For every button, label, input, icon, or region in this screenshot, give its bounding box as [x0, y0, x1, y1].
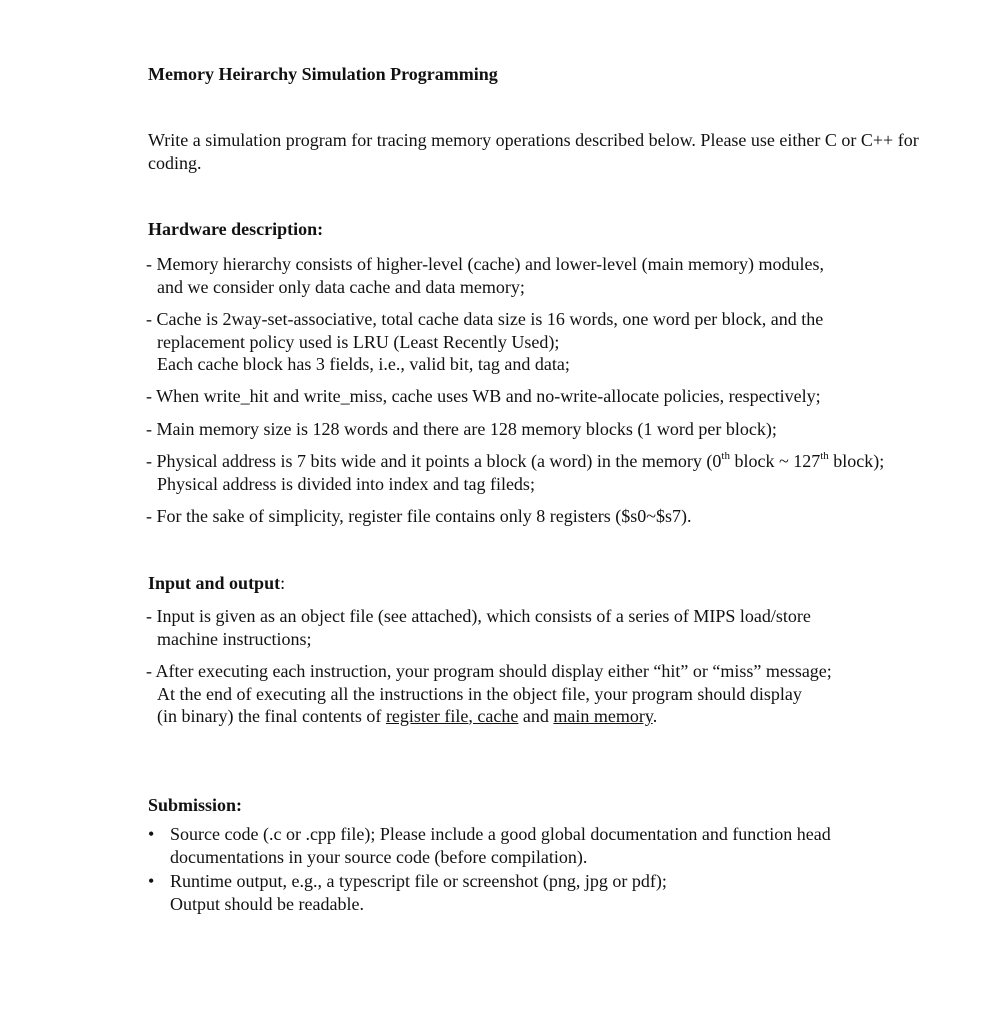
submission-item-2-text: [170, 870, 667, 915]
hardware-heading: Hardware description:: [148, 219, 324, 239]
hardware-item-6-line-1: - For the sake of simplicity, register file contains only 8 registers ($s0~$s7).: [146, 506, 692, 526]
hardware-item-4: [146, 418, 777, 441]
io-item-2-line-3: [146, 705, 832, 728]
hardware-item-3-line-1: - When write_hit and write_miss, cache uses WB and no-write-allocate policies, respectively;: [146, 386, 821, 406]
hardware-item-2-line-2: replacement policy used is LRU (Least Recently Used);: [157, 331, 560, 352]
submission-item-1-line-2: documentations in your source code (before compilation).: [170, 846, 588, 867]
io-heading-colon: :: [280, 573, 286, 593]
io-item-2-line-1: - After executing each instruction, your program should display either “hit” or “miss” message;: [146, 661, 832, 681]
hardware-item-5-line-2: Physical address is divided into index and tag fileds;: [157, 473, 535, 494]
bullet-icon: •: [148, 824, 155, 844]
submission-heading: Submission:: [148, 795, 243, 815]
main-memory-term: main memory: [553, 706, 653, 726]
bullet-icon: •: [148, 871, 155, 891]
hardware-item-2-line-1: - Cache is 2way-set-associative, total cache data size is 16 words, one word per block, and the: [146, 309, 824, 329]
term-separator-1: ,: [468, 706, 478, 726]
intro-paragraph: Write a simulation program for tracing memory operations described below. Please use either C or C++ for coding.: [148, 130, 919, 173]
io-item-1: [146, 605, 811, 650]
hardware-item-2: [146, 308, 823, 376]
io-heading: [148, 573, 285, 594]
io-item-1-line-1: - Input is given as an object file (see attached), which consists of a series of MIPS load/store: [146, 606, 811, 626]
address-text-b: block ~ 127: [729, 451, 821, 471]
hardware-item-4-line-1: - Main memory size is 128 words and there are 128 memory blocks (1 word per block);: [146, 419, 777, 439]
hardware-item-6: [146, 505, 691, 528]
address-text-a: - Physical address is 7 bits wide and it points a block (a word) in the memory (0: [146, 451, 722, 471]
submission-item-1-line-1: Source code (.c or .cpp file); Please include a good global documentation and function head: [170, 824, 831, 844]
superscript-th-2: th: [820, 450, 829, 462]
document-title: Memory Heirarchy Simulation Programming: [148, 64, 498, 84]
final-contents-prefix: (in binary) the final contents of: [157, 706, 386, 726]
submission-item-2-line-1: Runtime output, e.g., a typescript file or screenshot (png, jpg or pdf);: [170, 871, 667, 891]
io-item-2: [146, 660, 832, 728]
hardware-item-5-line-1: [146, 450, 884, 473]
term-separator-2: and: [518, 706, 554, 726]
hardware-item-1-line-1: - Memory hierarchy consists of higher-level (cache) and lower-level (main memory) modules,: [146, 254, 825, 274]
hardware-item-1: [146, 253, 824, 298]
cache-term: cache: [477, 706, 519, 726]
io-heading-text: Input and output: [148, 573, 281, 593]
address-text-c: block);: [828, 451, 885, 471]
register-file-term: register file: [385, 706, 469, 726]
io-item-2-line-2: At the end of executing all the instructions in the object file, your program should display: [157, 683, 802, 704]
hardware-item-3: [146, 385, 821, 408]
io-item-1-line-2: machine instructions;: [157, 628, 312, 649]
submission-item-1-text: [170, 823, 831, 868]
superscript-th-1: th: [721, 450, 730, 462]
hardware-item-2-line-3: Each cache block has 3 fields, i.e., valid bit, tag and data;: [157, 354, 570, 374]
submission-item-2-line-2: Output should be readable.: [170, 893, 364, 914]
line-end-period: .: [652, 706, 658, 726]
hardware-item-1-line-2: and we consider only data cache and data memory;: [157, 276, 525, 297]
hardware-item-5: [146, 450, 884, 495]
